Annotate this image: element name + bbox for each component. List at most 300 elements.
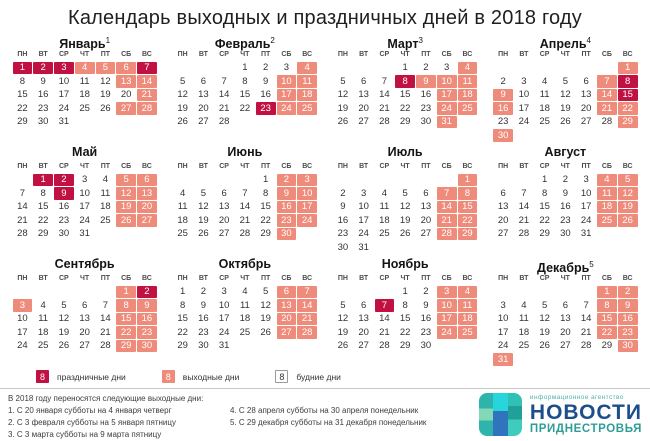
week-row [172, 299, 317, 313]
empty-cell [576, 353, 596, 366]
day-cell: 4 [381, 187, 388, 199]
footnote-5: 5. С 29 декабря субботы на 31 декабря понедельник [230, 418, 427, 427]
week-row [172, 115, 317, 129]
empty-cell [256, 116, 276, 129]
day-cell: 6 [200, 75, 207, 87]
day-cell: 30 [420, 116, 432, 128]
month-title: Март$^3$ [387, 36, 423, 52]
month-june [172, 145, 317, 254]
weekday-label: ВС [141, 275, 152, 282]
day-cell: 27 [116, 102, 136, 115]
day-cell: 26 [399, 228, 411, 240]
week-row [333, 326, 478, 340]
empty-cell [96, 228, 116, 241]
day-cell: 14 [580, 313, 592, 325]
day-cell: 19 [337, 326, 349, 338]
empty-cell [277, 340, 297, 353]
day-cell: 8 [40, 187, 46, 199]
week-row [12, 61, 157, 75]
month-title: Октябрь [218, 257, 272, 271]
month-title: Апрель$^4$ [539, 36, 591, 52]
week-row [172, 88, 317, 102]
day-cell: 23 [420, 102, 432, 114]
day-cell: 11 [597, 187, 617, 200]
day-cell: 23 [37, 102, 49, 114]
day-cell: 3 [297, 174, 317, 187]
week-row [493, 285, 638, 299]
week-row [493, 214, 638, 228]
day-cell: 17 [497, 326, 509, 338]
day-cell: 4 [458, 286, 478, 299]
weekday-label: СР [59, 275, 69, 282]
day-cell: 23 [420, 326, 432, 338]
day-cell: 15 [116, 313, 136, 326]
day-cell: 7 [19, 187, 26, 199]
day-cell: 2 [340, 187, 346, 199]
day-cell: 3 [437, 286, 457, 299]
day-cell: 6 [137, 174, 157, 187]
day-cell: 3 [360, 187, 367, 199]
day-cell: 13 [198, 89, 209, 101]
day-cell: 26 [337, 340, 349, 352]
day-cell: 13 [358, 89, 369, 101]
day-cell: 17 [277, 89, 297, 102]
day-cell: 5 [262, 286, 269, 298]
week-row [333, 102, 478, 116]
day-cell: 7 [137, 62, 157, 75]
day-cell: 14 [297, 299, 317, 312]
weekday-label: ПН [498, 275, 509, 282]
weekday-label: СР [59, 51, 69, 58]
day-cell: 8 [395, 75, 415, 88]
day-cell: 14 [379, 89, 390, 101]
weekday-header [493, 274, 638, 283]
day-cell: 6 [81, 299, 88, 311]
empty-cell [194, 62, 214, 75]
day-cell: 29 [399, 340, 411, 352]
day-cell: 16 [198, 313, 209, 325]
day-cell: 2 [137, 286, 157, 299]
day-cell: 15 [37, 201, 49, 213]
day-cell: 20 [358, 326, 369, 338]
weekday-label: ВТ [359, 275, 369, 282]
empty-cell [576, 129, 596, 142]
day-cell: 5 [402, 187, 408, 199]
weekday-label: ЧТ [400, 163, 410, 170]
weekday-header [333, 162, 478, 171]
weekday-header [12, 162, 157, 171]
day-cell: 25 [518, 340, 530, 352]
day-cell: 28 [218, 116, 230, 128]
week-row [333, 115, 478, 129]
day-cell: 9 [200, 299, 207, 311]
day-cell: 28 [297, 326, 317, 339]
empty-cell [556, 353, 576, 366]
day-cell: 3 [521, 75, 527, 87]
empty-cell [597, 353, 617, 366]
day-cell: 8 [541, 187, 548, 199]
legend-swatch-workday: 8 [275, 370, 288, 383]
day-cell: 24 [437, 102, 457, 115]
week-row [12, 75, 157, 89]
day-cell: 8 [19, 75, 26, 87]
weekday-label: ПН [337, 51, 348, 58]
week-row [333, 227, 478, 241]
day-cell: 17 [358, 214, 369, 226]
day-cell: 26 [177, 116, 188, 128]
day-cell: 10 [497, 313, 509, 325]
day-cell: 22 [260, 214, 271, 226]
empty-cell [556, 286, 576, 299]
day-cell: 21 [518, 214, 530, 226]
day-cell: 18 [297, 89, 317, 102]
weekday-label: ВС [462, 163, 473, 170]
day-cell: 1 [541, 174, 548, 186]
months-grid [12, 33, 638, 366]
empty-cell [514, 129, 534, 142]
day-cell: 29 [177, 340, 188, 352]
weekday-label: ВС [462, 275, 473, 282]
weekday-label: ПТ [260, 275, 271, 282]
day-cell: 19 [539, 326, 550, 338]
empty-cell [437, 241, 457, 254]
empty-cell [194, 174, 214, 187]
day-cell: 21 [379, 326, 390, 338]
day-cell: 22 [399, 326, 411, 338]
weekday-label: СБ [121, 163, 132, 170]
week-row [333, 312, 478, 326]
day-cell: 30 [420, 340, 432, 352]
day-cell: 10 [277, 75, 297, 88]
day-cell: 11 [38, 313, 49, 325]
week-row [333, 200, 478, 214]
day-cell: 1 [402, 62, 408, 74]
day-cell: 15 [260, 201, 271, 213]
weekday-header [493, 50, 638, 59]
day-cell: 5 [340, 299, 346, 311]
day-cell: 12 [116, 187, 136, 200]
empty-cell [395, 241, 415, 254]
empty-cell [333, 286, 353, 299]
day-cell: 23 [198, 326, 209, 338]
day-cell: 16 [58, 201, 70, 213]
footnotes-intro: В 2018 году переносятся следующие выходные дни: [8, 394, 204, 403]
day-cell: 13 [116, 75, 136, 88]
day-cell: 26 [100, 102, 111, 114]
day-cell: 2 [200, 286, 207, 298]
empty-cell [354, 174, 374, 187]
day-cell: 21 [100, 326, 111, 338]
day-cell: 23 [256, 102, 276, 115]
week-row [12, 299, 157, 313]
day-cell: 28 [379, 340, 390, 352]
day-cell: 3 [221, 286, 227, 298]
day-cell: 19 [560, 102, 571, 114]
day-cell: 12 [337, 89, 349, 101]
weekday-label: ПН [177, 163, 188, 170]
week-row [172, 187, 317, 201]
day-cell: 15 [399, 89, 411, 101]
empty-cell [535, 353, 555, 366]
legend-label-holiday: праздничные дни [57, 371, 126, 382]
week-row [12, 214, 157, 228]
day-cell: 28 [518, 228, 530, 240]
day-cell: 11 [539, 89, 550, 101]
empty-cell [514, 174, 534, 187]
day-cell: 29 [601, 340, 613, 352]
day-cell: 13 [358, 313, 369, 325]
day-cell: 27 [358, 340, 369, 352]
day-cell: 20 [198, 102, 209, 114]
day-cell: 23 [618, 326, 638, 339]
weekday-header [12, 274, 157, 283]
day-cell: 2 [54, 174, 74, 187]
day-cell: 22 [177, 326, 188, 338]
weekday-label: ПТ [421, 51, 431, 58]
day-cell: 18 [100, 201, 111, 213]
day-cell: 22 [597, 326, 617, 339]
weekday-label: ВС [302, 275, 313, 282]
day-cell: 29 [618, 116, 638, 129]
day-cell: 13 [497, 201, 509, 213]
legend-item-weekend [162, 370, 240, 383]
weekday-label: СР [219, 163, 229, 170]
day-cell: 9 [340, 201, 346, 213]
day-cell: 3 [283, 62, 290, 74]
day-cell: 13 [560, 313, 571, 325]
month-april [493, 33, 638, 142]
month-footnote-ref: 3 [418, 36, 423, 45]
day-cell: 22 [239, 102, 251, 114]
day-cell: 30 [337, 241, 349, 253]
day-cell: 25 [539, 116, 550, 128]
day-cell: 25 [100, 214, 111, 226]
empty-cell [137, 228, 157, 241]
weekday-label: ВС [302, 51, 313, 58]
weekday-label: ПТ [260, 163, 271, 170]
weekday-label: ВТ [198, 275, 208, 282]
week-row [493, 75, 638, 89]
month-title: Сентябрь [54, 257, 115, 271]
day-cell: 12 [539, 313, 550, 325]
day-cell: 19 [177, 102, 188, 114]
day-cell: 29 [37, 228, 49, 240]
day-cell: 7 [221, 75, 227, 87]
weekday-label: ВС [141, 51, 152, 58]
day-cell: 14 [17, 201, 28, 213]
day-cell: 4 [75, 62, 95, 75]
day-cell: 21 [437, 214, 457, 227]
weekday-label: ВС [622, 275, 633, 282]
empty-cell [116, 228, 136, 241]
logo-subtitle: ПРИДНЕСТРОВЬЯ [529, 422, 642, 435]
week-row [333, 173, 478, 187]
day-cell: 12 [260, 299, 271, 311]
month-december [493, 257, 638, 366]
day-cell: 2 [33, 62, 53, 75]
empty-cell [437, 174, 457, 187]
day-cell: 7 [297, 286, 317, 299]
footnote-1: 1. С 20 января субботы на 4 января четверг [8, 406, 172, 415]
week-row [172, 200, 317, 214]
logo-title: НОВОСТИ [529, 400, 642, 424]
day-cell: 9 [277, 187, 297, 200]
day-cell: 6 [277, 286, 297, 299]
empty-cell [493, 286, 513, 299]
day-cell: 8 [179, 299, 186, 311]
day-cell: 9 [54, 187, 74, 200]
month-title: Июнь [227, 145, 263, 159]
week-row [172, 326, 317, 340]
day-cell: 30 [198, 340, 209, 352]
weekday-label: СБ [601, 51, 612, 58]
day-cell: 10 [437, 75, 457, 88]
day-cell: 24 [297, 214, 317, 227]
empty-cell [173, 62, 193, 75]
month-footnote-ref: 4 [586, 36, 591, 45]
day-cell: 4 [597, 174, 617, 187]
week-row [333, 88, 478, 102]
weekday-label: ВС [141, 163, 152, 170]
day-cell: 24 [17, 340, 28, 352]
empty-cell [96, 116, 116, 129]
month-august [493, 145, 638, 254]
weekday-header [333, 50, 478, 59]
empty-cell [535, 129, 555, 142]
weekday-label: СБ [281, 275, 292, 282]
day-cell: 23 [560, 214, 571, 226]
weekday-label: СБ [281, 51, 292, 58]
week-row [172, 173, 317, 187]
weekday-header [493, 162, 638, 171]
day-cell: 21 [17, 214, 28, 226]
empty-cell [354, 286, 374, 299]
day-cell: 8 [116, 299, 136, 312]
day-cell: 18 [379, 214, 390, 226]
day-cell: 21 [297, 313, 317, 326]
week-row [172, 285, 317, 299]
day-cell: 25 [177, 228, 188, 240]
day-cell: 22 [116, 326, 136, 339]
day-cell: 11 [518, 313, 529, 325]
day-cell: 16 [337, 214, 349, 226]
weekday-label: ПН [337, 275, 348, 282]
day-cell: 4 [242, 286, 248, 298]
weekday-label: ЧТ [240, 163, 250, 170]
footnote-4: 4. С 28 апреля субботы на 30 апреля понедельник [230, 406, 419, 415]
weekday-label: ВС [302, 163, 313, 170]
weekday-label: ЧТ [400, 275, 410, 282]
weekday-label: СБ [441, 163, 452, 170]
empty-cell [535, 286, 555, 299]
day-cell: 28 [137, 102, 157, 115]
month-october [172, 257, 317, 366]
weekday-label: ПН [498, 163, 509, 170]
day-cell: 27 [497, 228, 509, 240]
month-title: Ноябрь [381, 257, 429, 271]
week-row [12, 102, 157, 116]
day-cell: 20 [120, 89, 132, 101]
day-cell: 14 [597, 89, 617, 102]
day-cell: 8 [262, 187, 269, 199]
day-cell: 8 [242, 75, 248, 87]
weekday-label: СР [379, 51, 390, 58]
day-cell: 30 [37, 116, 49, 128]
day-cell: 17 [297, 201, 317, 214]
day-cell: 17 [58, 89, 70, 101]
weekday-label: СБ [601, 163, 612, 170]
weekday-label: СБ [601, 275, 612, 282]
day-cell: 12 [618, 187, 638, 200]
day-cell: 8 [618, 75, 638, 88]
day-cell: 14 [100, 313, 111, 325]
day-cell: 19 [100, 89, 111, 101]
week-row [12, 88, 157, 102]
empty-cell [535, 62, 555, 75]
day-cell: 30 [493, 129, 513, 142]
week-row [493, 312, 638, 326]
month-title: Февраль$^2$ [214, 36, 275, 52]
day-cell: 17 [437, 89, 457, 102]
week-row [493, 61, 638, 75]
day-cell: 6 [562, 299, 569, 311]
day-cell: 17 [17, 326, 28, 338]
day-cell: 25 [379, 228, 390, 240]
day-cell: 19 [58, 326, 70, 338]
day-cell: 30 [618, 340, 638, 353]
footnote-3: 3. С 3 марта субботы на 9 марта пятницу [8, 430, 162, 439]
day-cell: 5 [61, 299, 67, 311]
week-row [172, 339, 317, 353]
week-row [333, 285, 478, 299]
weekday-label: ПТ [260, 51, 271, 58]
week-row [172, 227, 317, 241]
weekday-label: ЧТ [240, 51, 250, 58]
weekday-label: ВТ [38, 163, 48, 170]
empty-cell [458, 340, 478, 353]
day-cell: 7 [242, 187, 248, 199]
day-cell: 30 [137, 340, 157, 353]
weekday-label: ПТ [581, 163, 591, 170]
day-cell: 21 [597, 102, 617, 115]
weekday-label: СБ [441, 51, 452, 58]
empty-cell [375, 286, 395, 299]
day-cell: 28 [580, 340, 592, 352]
weekday-label: СР [219, 51, 229, 58]
day-cell: 11 [100, 187, 111, 199]
day-cell: 29 [260, 228, 271, 240]
day-cell: 10 [580, 187, 592, 199]
week-row [12, 326, 157, 340]
day-cell: 4 [458, 62, 478, 75]
weekday-label: ЧТ [400, 51, 410, 58]
day-cell: 16 [137, 313, 157, 326]
day-cell: 11 [297, 75, 317, 88]
empty-cell [375, 62, 395, 75]
empty-cell [618, 129, 638, 142]
weekday-label: ПТ [100, 163, 111, 170]
day-cell: 5 [541, 299, 548, 311]
weekday-label: ПН [17, 275, 28, 282]
empty-cell [556, 129, 576, 142]
week-row [12, 200, 157, 214]
empty-cell [375, 241, 395, 254]
empty-cell [96, 286, 116, 299]
day-cell: 26 [260, 326, 271, 338]
legend-label-workday: будние дни [296, 371, 341, 382]
day-cell: 15 [597, 313, 617, 326]
empty-cell [75, 116, 95, 129]
